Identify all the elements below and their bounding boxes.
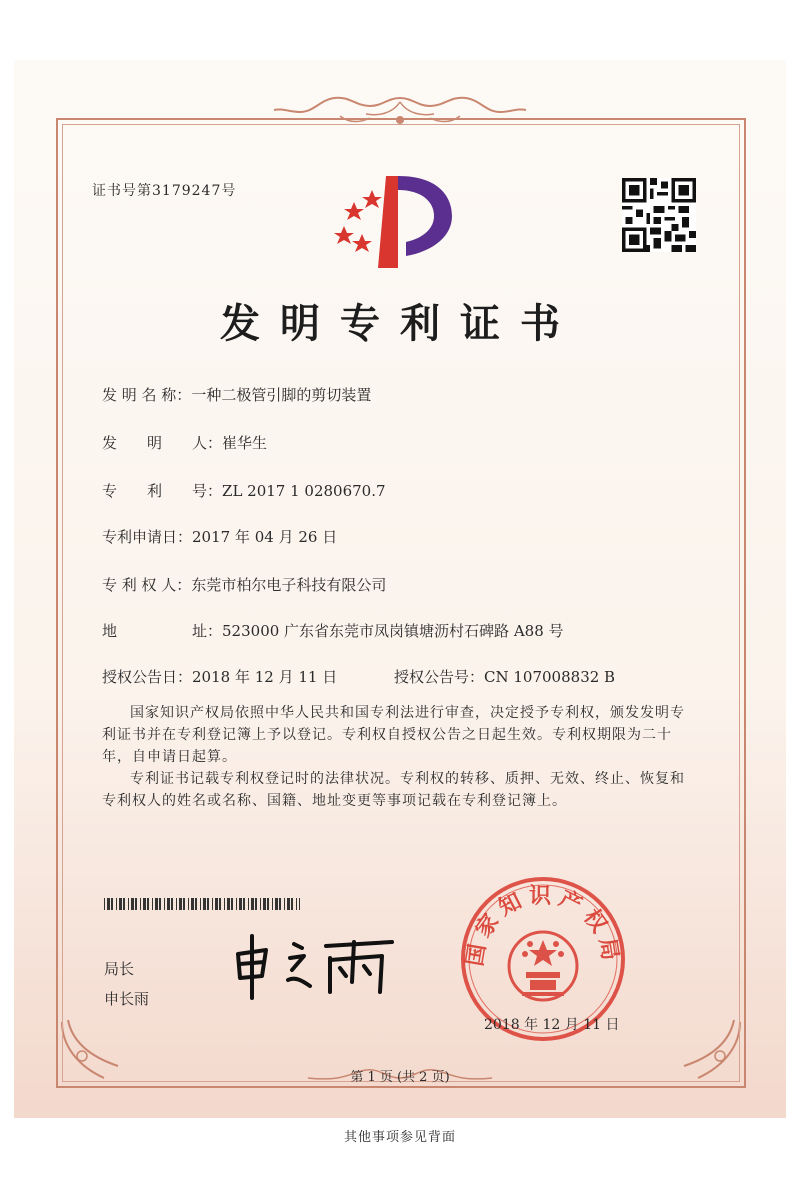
seal-date: 2018 年 12 月 11 日 [484,1017,620,1033]
field-grant-number [394,666,615,687]
field-application-date [102,526,337,547]
seal-text: 国家知识产权局 [462,884,624,969]
field-inventor [102,432,267,453]
field-value: 一种二极管引脚的剪切装置 [191,386,372,404]
field-patent-number [102,480,386,501]
barcode [104,898,300,910]
field-value: 崔华生 [222,434,268,452]
certificate-number: 证书号第3179247号 [92,183,237,199]
qr-code-icon [622,178,696,252]
field-label: 发 明 人： [102,434,223,452]
legal-status-note: 专利证书记载专利权登记时的法律状况。专利权的转移、质押、无效、终止、恢复和专利权人的姓名或名称、国籍、地址变更等事项记载在专利登记簿上。 [102,771,685,809]
footer-note: 其他事项参见背面 [343,1130,456,1145]
field-invention-name [102,384,371,405]
field-label: 授权公告号： [394,668,485,686]
field-value: 2018 年 12 月 11 日 [192,668,338,686]
field-label: 专利申请日： [102,528,193,546]
director-title: 局长 [104,960,135,978]
certification-statement: 国家知识产权局依照中华人民共和国专利法进行审查，决定授予专利权，颁发发明专利证书并在专利登记簿上予以登记。专利权自授权公告之日起生效。专利权期限为二十年，自申请日起算。 [102,705,685,765]
page-indicator: 第 1 页 (共 2 页) [350,1070,450,1085]
field-value: 2017 年 04 月 26 日 [192,528,338,546]
field-grant-date [102,666,337,687]
field-label: 地 址： [102,622,223,640]
field-label: 专 利 号： [102,482,223,500]
field-label: 授权公告日： [102,668,193,686]
director-name: 申长雨 [104,990,150,1008]
patent-office-logo [330,172,460,272]
page-title: 发明专利证书 [220,300,580,347]
field-patentee [102,574,386,595]
field-address [102,620,564,641]
field-label: 发 明 名 称： [102,386,192,404]
field-label: 专 利 权 人： [102,576,192,594]
director-signature-icon [232,930,402,1000]
field-value: CN 107008832 B [484,668,616,686]
field-value: ZL 2017 1 0280670.7 [222,482,386,500]
field-value: 东莞市柏尔电子科技有限公司 [191,576,387,594]
field-value: 523000 广东省东莞市凤岗镇塘沥村石碑路 A88 号 [222,622,564,640]
national-emblem-icon [509,932,577,1000]
